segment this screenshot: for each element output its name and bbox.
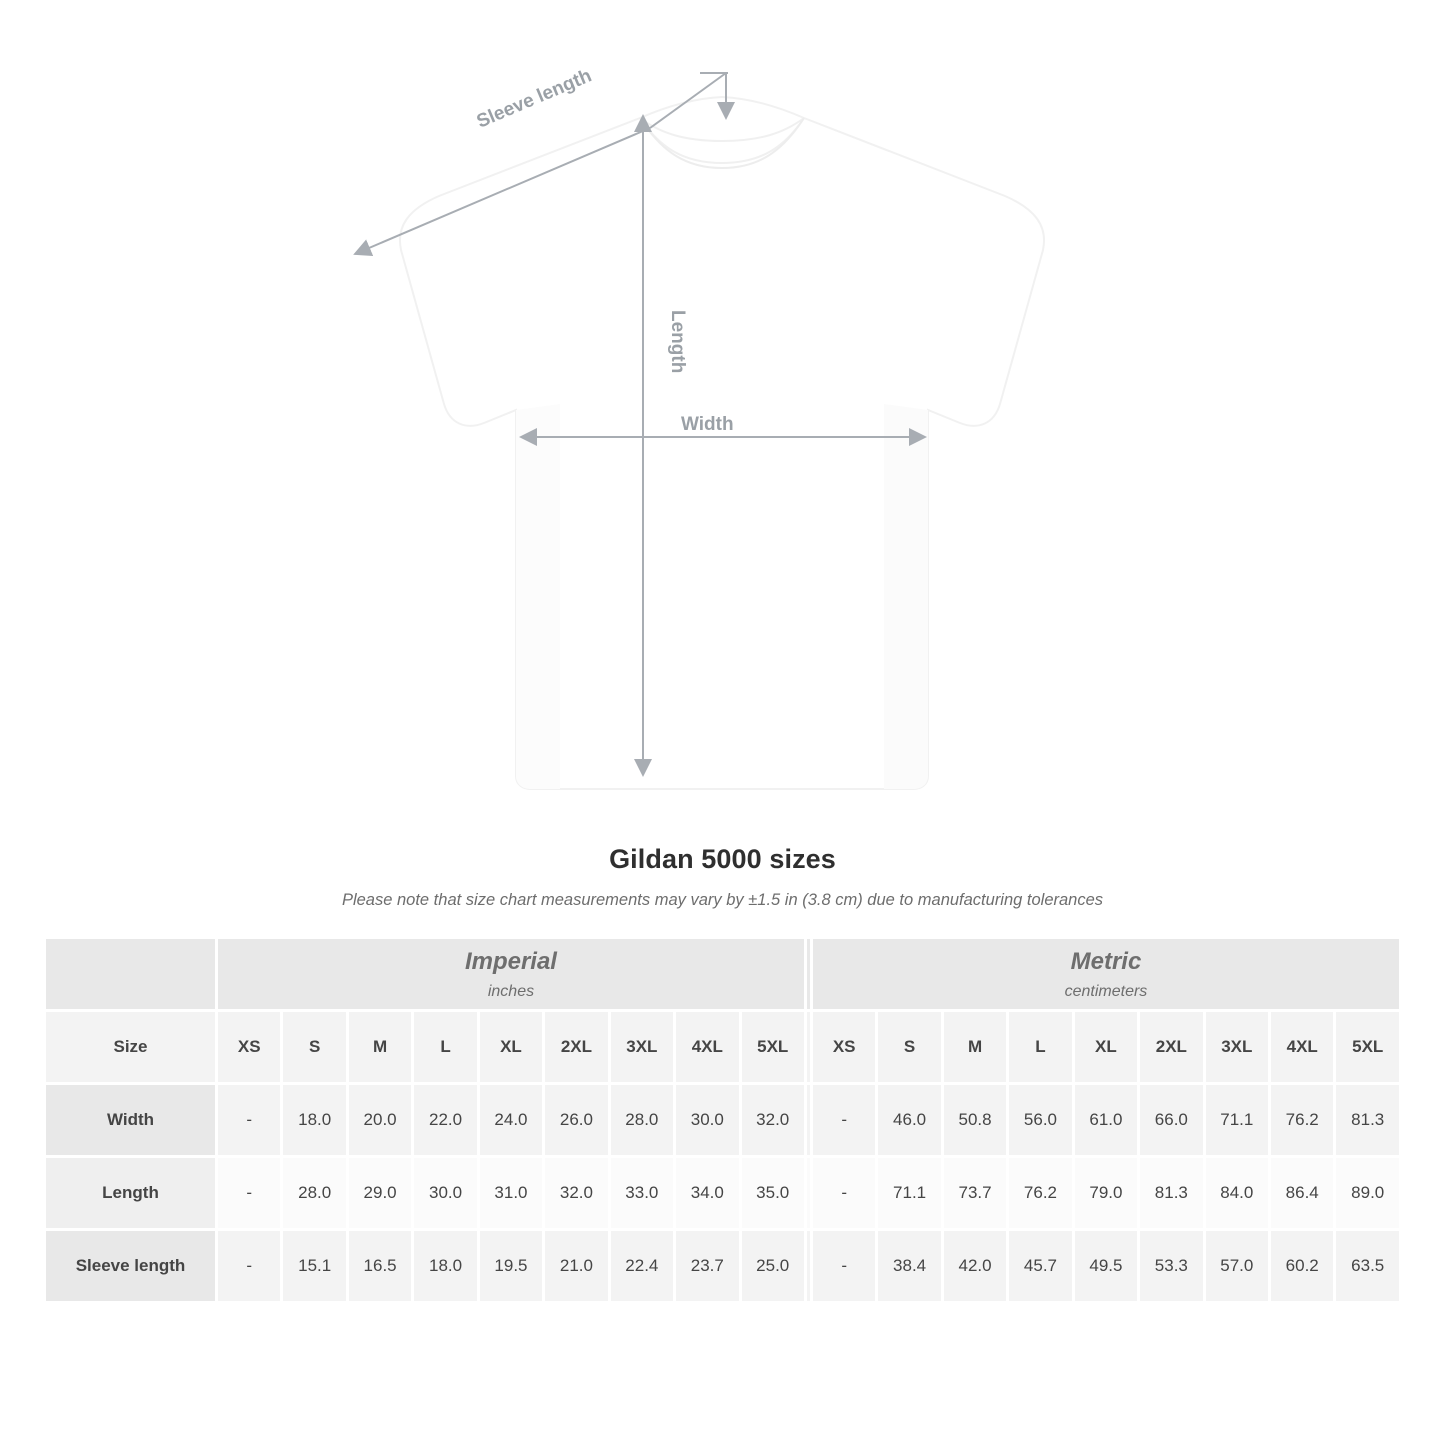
- row-label-sleeve-length: Sleeve length: [45, 1230, 217, 1303]
- cell-width-imperial-2xl: 26.0: [544, 1084, 609, 1157]
- cell-sleeve-metric-2xl: 53.3: [1139, 1230, 1204, 1303]
- unit-group-metric-name: Metric: [1070, 947, 1142, 975]
- size-header-metric-xl: XL: [1073, 1011, 1138, 1084]
- cell-width-metric-xl: 61.0: [1073, 1084, 1138, 1157]
- cell-sleeve-imperial-l: 18.0: [413, 1230, 478, 1303]
- cell-width-metric-m: 50.8: [942, 1084, 1007, 1157]
- cell-sleeve-imperial-xs: -: [217, 1230, 282, 1303]
- width-label: Width: [681, 414, 734, 435]
- cell-sleeve-metric-xl: 49.5: [1073, 1230, 1138, 1303]
- cell-sleeve-imperial-3xl: 22.4: [609, 1230, 674, 1303]
- size-header-imperial-xs: XS: [217, 1011, 282, 1084]
- cell-width-imperial-l: 22.0: [413, 1084, 478, 1157]
- cell-length-imperial-4xl: 34.0: [675, 1157, 740, 1230]
- size-header-metric-m: M: [942, 1011, 1007, 1084]
- cell-width-imperial-m: 20.0: [347, 1084, 412, 1157]
- cell-sleeve-metric-m: 42.0: [942, 1230, 1007, 1303]
- cell-width-metric-l: 56.0: [1008, 1084, 1073, 1157]
- cell-length-metric-m: 73.7: [942, 1157, 1007, 1230]
- size-header-metric-3xl: 3XL: [1204, 1011, 1269, 1084]
- cell-width-metric-s: 46.0: [877, 1084, 942, 1157]
- cell-length-metric-l: 76.2: [1008, 1157, 1073, 1230]
- chart-title: Gildan 5000 sizes: [609, 844, 836, 874]
- cell-width-imperial-4xl: 30.0: [675, 1084, 740, 1157]
- cell-sleeve-imperial-m: 16.5: [347, 1230, 412, 1303]
- length-label: Length: [667, 310, 688, 374]
- cell-length-imperial-m: 29.0: [347, 1157, 412, 1230]
- table-row: [45, 1230, 1401, 1303]
- cell-length-metric-4xl: 86.4: [1270, 1157, 1335, 1230]
- cell-length-imperial-xl: 31.0: [478, 1157, 543, 1230]
- title-block: [0, 844, 1445, 910]
- size-header-imperial-xl: XL: [478, 1011, 543, 1084]
- unit-group-imperial: [217, 938, 806, 1011]
- size-header-label: Size: [45, 1011, 217, 1084]
- size-header-row: [45, 1011, 1401, 1084]
- size-header-metric-s: S: [877, 1011, 942, 1084]
- cell-width-metric-xs: -: [811, 1084, 876, 1157]
- cell-width-metric-5xl: 81.3: [1335, 1084, 1401, 1157]
- size-header-metric-xs: XS: [811, 1011, 876, 1084]
- size-header-imperial-l: L: [413, 1011, 478, 1084]
- cell-sleeve-imperial-xl: 19.5: [478, 1230, 543, 1303]
- size-table: [43, 936, 1402, 1304]
- cell-width-metric-3xl: 71.1: [1204, 1084, 1269, 1157]
- size-header-imperial-3xl: 3XL: [609, 1011, 674, 1084]
- table-row: [45, 1157, 1401, 1230]
- cell-length-metric-3xl: 84.0: [1204, 1157, 1269, 1230]
- table-row: [45, 1084, 1401, 1157]
- cell-width-imperial-s: 18.0: [282, 1084, 347, 1157]
- tshirt-shape: [400, 97, 1044, 789]
- cell-sleeve-imperial-5xl: 25.0: [740, 1230, 805, 1303]
- cell-width-imperial-5xl: 32.0: [740, 1084, 805, 1157]
- cell-length-imperial-2xl: 32.0: [544, 1157, 609, 1230]
- cell-length-metric-xs: -: [811, 1157, 876, 1230]
- cell-sleeve-metric-xs: -: [811, 1230, 876, 1303]
- cell-width-metric-2xl: 66.0: [1139, 1084, 1204, 1157]
- cell-width-imperial-xl: 24.0: [478, 1084, 543, 1157]
- cell-length-metric-2xl: 81.3: [1139, 1157, 1204, 1230]
- cell-sleeve-metric-s: 38.4: [877, 1230, 942, 1303]
- cell-length-imperial-xs: -: [217, 1157, 282, 1230]
- row-label-length: Length: [45, 1157, 217, 1230]
- cell-sleeve-metric-5xl: 63.5: [1335, 1230, 1401, 1303]
- cell-width-imperial-xs: -: [217, 1084, 282, 1157]
- sleeve-length-label: Sleeve length: [473, 65, 595, 133]
- cell-width-metric-4xl: 76.2: [1270, 1084, 1335, 1157]
- unit-group-imperial-name: Imperial: [464, 947, 557, 975]
- tolerance-note: Please note that size chart measurements may vary by ±1.5 in (3.8 cm) due to manufacturing tolerances: [341, 891, 1104, 909]
- row-label-width: Width: [45, 1084, 217, 1157]
- size-table-wrapper: [0, 936, 1445, 1304]
- cell-sleeve-imperial-4xl: 23.7: [675, 1230, 740, 1303]
- cell-length-imperial-3xl: 33.0: [609, 1157, 674, 1230]
- cell-length-imperial-5xl: 35.0: [740, 1157, 805, 1230]
- size-header-imperial-m: M: [347, 1011, 412, 1084]
- cell-width-imperial-3xl: 28.0: [609, 1084, 674, 1157]
- cell-sleeve-imperial-2xl: 21.0: [544, 1230, 609, 1303]
- size-header-metric-l: L: [1008, 1011, 1073, 1084]
- unit-group-metric-sub: centimeters: [1064, 982, 1148, 1000]
- unit-group-row: [45, 938, 1401, 1011]
- size-header-imperial-4xl: 4XL: [675, 1011, 740, 1084]
- cell-sleeve-imperial-s: 15.1: [282, 1230, 347, 1303]
- cell-length-metric-5xl: 89.0: [1335, 1157, 1401, 1230]
- size-header-imperial-2xl: 2XL: [544, 1011, 609, 1084]
- cell-length-metric-s: 71.1: [877, 1157, 942, 1230]
- size-header-imperial-5xl: 5XL: [740, 1011, 805, 1084]
- unit-group-imperial-sub: inches: [487, 982, 535, 1000]
- size-header-metric-2xl: 2XL: [1139, 1011, 1204, 1084]
- cell-sleeve-metric-3xl: 57.0: [1204, 1230, 1269, 1303]
- unit-group-metric: [811, 938, 1400, 1011]
- cell-length-imperial-s: 28.0: [282, 1157, 347, 1230]
- size-header-metric-4xl: 4XL: [1270, 1011, 1335, 1084]
- cell-sleeve-metric-l: 45.7: [1008, 1230, 1073, 1303]
- cell-length-imperial-l: 30.0: [413, 1157, 478, 1230]
- unit-corner-cell: [45, 938, 217, 1011]
- cell-sleeve-metric-4xl: 60.2: [1270, 1230, 1335, 1303]
- cell-length-metric-xl: 79.0: [1073, 1157, 1138, 1230]
- size-header-metric-5xl: 5XL: [1335, 1011, 1401, 1084]
- size-header-imperial-s: S: [282, 1011, 347, 1084]
